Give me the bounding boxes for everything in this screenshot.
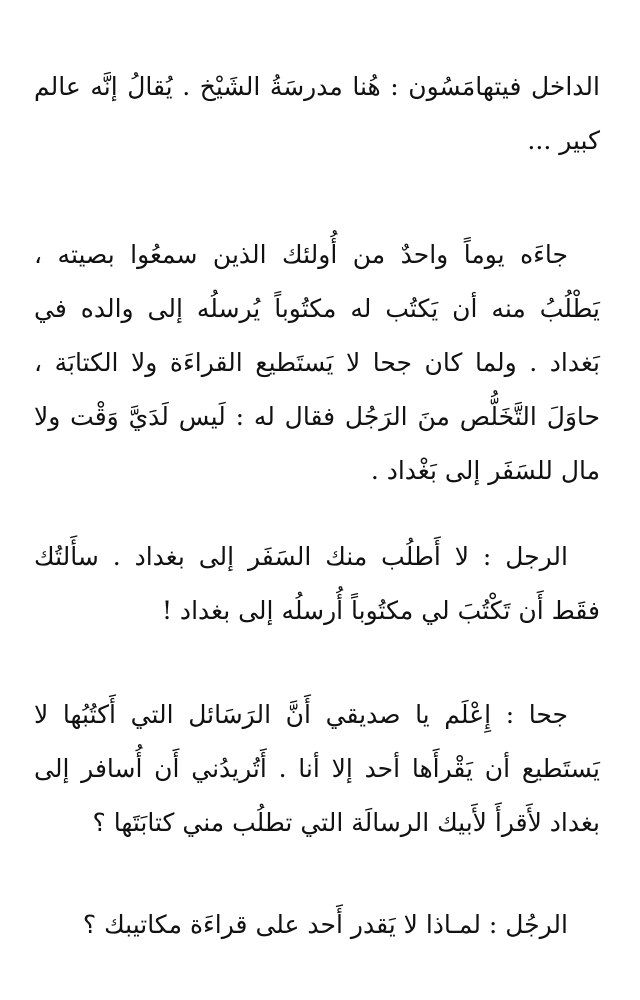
paragraph-man-reply: الرجل : لا أَطلُب منك السَفَر إلى بغداد . سأَلتُك فقَط أَن تَكْتُبَ لي مكتُوباً أُرسلُه إلى بغداد ! bbox=[34, 542, 600, 625]
paragraph-man-question: الرجُل : لمـاذا لا يَقدر أَحد على قراءَة مكاتيبك ؟ bbox=[82, 910, 568, 939]
paragraph-juha-reply: جحا : إِعْلَم يا صديقي أَنَّ الرَسَائل التي أَكتُبُها لا يَستَطيع أن يَقْرأَها أحد إلا أنا . أَتُريدُني أَن أُسافر إلى بغداد لأَقرأَ لأَبيك الرسالَة التي تطلُب مني كتابَتَها ؟ bbox=[34, 700, 600, 837]
paragraph-man-request: جاءَه يوماً واحدٌ من أُولئك الذين سمعُوا بصيته ، يَطْلُبُ منه أن يَكتُب له مكتُوباً يُرسلُه إلى والده في بَغداد . ولما كان جحا لا يَستَطيع القراءَة ولا الكتابَة ، حاوَلَ التَّخَلُّص منَ الرَجُل فقال له : لَيس لَدَيَّ وَقْت ولا مال للسَفَر إلى بَغْداد . bbox=[34, 240, 600, 485]
paragraph-intro-continuation: الداخل فيتهامَسُون : هُنا مدرسَةُ الشَيْخ . يُقالُ إنَّه عالم كبير ... bbox=[34, 72, 600, 155]
